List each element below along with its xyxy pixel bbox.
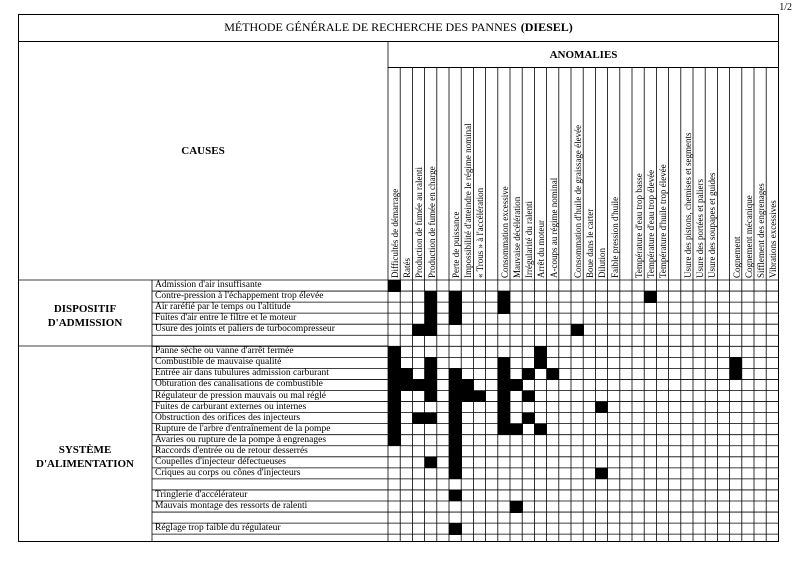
cell-mark xyxy=(425,357,438,369)
cell-mark xyxy=(449,391,462,403)
cause-label: Obstruction des orifices des injecteurs xyxy=(155,412,301,423)
cell-mark xyxy=(388,402,401,414)
cell-mark xyxy=(449,379,462,391)
cause-label: Tringlerie d'accélérateur xyxy=(155,489,248,500)
cell-mark xyxy=(522,391,535,403)
cell-mark xyxy=(730,368,743,380)
cell-mark xyxy=(388,391,401,403)
cell-mark xyxy=(388,424,401,436)
anomaly-label: Production de fumée au ralenti xyxy=(414,167,425,278)
cause-label: Réglage trop faible du régulateur xyxy=(155,523,281,534)
cause-label: Rupture de l'arbre d'entraînement de la pompe xyxy=(155,423,331,434)
anomaly-label: Impossibilité d'atteindre le régime nominal xyxy=(463,123,474,278)
cell-mark xyxy=(498,391,511,403)
anomaly-label: Production de fumée en charge xyxy=(426,166,437,278)
anomaly-label: Cognement mécanique xyxy=(743,195,754,278)
cause-label: Fuites de carburant externes ou internes xyxy=(155,401,307,412)
cell-mark xyxy=(534,346,547,358)
cell-mark xyxy=(498,424,511,436)
cause-label: Admission d'air insuffisante xyxy=(155,280,262,290)
cell-mark xyxy=(388,346,401,358)
cell-mark xyxy=(449,368,462,380)
anomaly-label: Cognement xyxy=(731,236,742,278)
cell-mark xyxy=(510,424,523,436)
cause-label: Raccords d'entrée ou de retour desserrés xyxy=(155,445,308,456)
cell-mark xyxy=(547,368,560,380)
cell-mark xyxy=(449,424,462,436)
anomaly-label: Température d'eau trop basse xyxy=(634,173,644,278)
section-admission-line2: D'ADMISSION xyxy=(47,317,123,329)
anomaly-label: Arrêt du moteur xyxy=(536,220,547,278)
cell-mark xyxy=(473,391,486,403)
cell-mark xyxy=(730,357,743,369)
anomalies-header: ANOMALIES xyxy=(388,42,779,68)
cell-mark xyxy=(388,280,401,292)
cell-mark xyxy=(449,413,462,425)
cell-mark xyxy=(449,468,462,480)
cell-mark xyxy=(388,413,401,425)
cell-mark xyxy=(400,368,413,380)
cell-mark xyxy=(425,324,438,336)
cell-mark xyxy=(449,457,462,469)
anomaly-label: Faible pression d'huile xyxy=(609,196,620,278)
cause-label: Contre-pression à l'échappement trop élevée xyxy=(155,291,324,302)
cell-mark xyxy=(425,413,438,425)
causes-header: CAUSES xyxy=(181,145,225,157)
anomaly-label: Dilution xyxy=(597,247,608,278)
cell-mark xyxy=(388,368,401,380)
cell-mark xyxy=(449,291,462,303)
cell-mark xyxy=(412,413,425,425)
title-tag: (DIESEL) xyxy=(520,20,573,34)
cell-mark xyxy=(461,391,474,403)
title-main: MÉTHODE GÉNÉRALE DE RECHERCHE DES PANNES xyxy=(224,20,517,34)
cell-mark xyxy=(412,324,425,336)
cell-mark xyxy=(449,313,462,325)
cell-mark xyxy=(498,368,511,380)
section-alimentation-line1: SYSTÈME xyxy=(58,444,112,456)
cell-mark xyxy=(522,413,535,425)
anomaly-label: Usure des soupapes et guides xyxy=(707,172,718,278)
cell-mark xyxy=(449,435,462,447)
cause-label: Mauvais montage des ressorts de ralenti xyxy=(155,501,308,511)
section-admission-line1: DISPOSITIF xyxy=(53,303,117,315)
cell-mark xyxy=(534,357,547,369)
anomaly-label: Irrégularité du ralenti xyxy=(524,201,535,278)
cause-label: Obturation des canalisations de combustible xyxy=(155,379,323,390)
cell-mark xyxy=(498,413,511,425)
cause-label: Coupelles d'injecteur défectueuses xyxy=(155,456,286,467)
cell-mark xyxy=(510,379,523,391)
section-alimentation-line2: D'ALIMENTATION xyxy=(36,458,134,470)
cause-label: Avaries ou rupture de la pompe à engrenages xyxy=(155,434,327,445)
anomaly-label: « Trous » à l'accélération xyxy=(475,187,486,278)
cell-mark xyxy=(425,291,438,303)
cell-mark xyxy=(534,424,547,436)
anomaly-label: Température d'huile trop élevée xyxy=(658,164,669,278)
anomaly-label: Usure des portées et paliers xyxy=(695,179,705,278)
cause-label: Panne sèche ou vanne d'arrêt fermée xyxy=(155,346,294,357)
cause-label: Usure des joints et paliers de turbocompresseur xyxy=(155,324,335,335)
anomaly-label: Boue dans le carter xyxy=(585,208,596,278)
cell-mark xyxy=(425,391,438,403)
cell-mark xyxy=(510,501,523,513)
anomaly-label: Ratés xyxy=(402,258,413,278)
anomaly-label: Mauvaise décélération xyxy=(512,196,522,278)
cell-mark xyxy=(644,291,657,303)
anomaly-label: A-coups au régime nominal xyxy=(548,177,559,278)
cause-label: Combustible de mauvaise qualité xyxy=(155,357,282,368)
cell-mark xyxy=(498,302,511,314)
cell-mark xyxy=(449,302,462,314)
cell-mark xyxy=(571,324,584,336)
cell-mark xyxy=(595,402,608,414)
cell-mark xyxy=(498,357,511,369)
cause-label: Air raréfié par le temps ou l'altitude xyxy=(155,302,291,313)
cell-mark xyxy=(498,291,511,303)
cell-mark xyxy=(425,368,438,380)
cell-mark xyxy=(449,523,462,535)
anomaly-label: Consommation d'huile de graissage élevée xyxy=(573,124,583,278)
page-number: 1/2 xyxy=(779,2,792,13)
cause-label: Criques au corps ou cônes d'injecteurs xyxy=(155,467,301,478)
cell-mark xyxy=(425,313,438,325)
anomaly-label: Perte de puissance xyxy=(451,211,461,278)
cell-mark xyxy=(388,379,401,391)
cell-mark xyxy=(425,457,438,469)
cell-mark xyxy=(498,402,511,414)
cause-label: Régulateur de pression mauvais ou mal réglé xyxy=(155,390,326,401)
cell-mark xyxy=(449,402,462,414)
anomaly-label: Usure des pistons, chemises et segments xyxy=(682,132,693,278)
cell-mark xyxy=(498,379,511,391)
cell-mark xyxy=(522,368,535,380)
anomaly-label: Température d'eau trop élevée xyxy=(646,169,657,278)
anomaly-label: Sifflement des engrenages xyxy=(756,183,766,278)
cell-mark xyxy=(388,435,401,447)
cell-mark xyxy=(388,357,401,369)
anomaly-label: Difficultés de démarrage xyxy=(390,188,400,278)
cell-mark xyxy=(400,379,413,391)
cell-mark xyxy=(449,490,462,502)
cause-label: Fuites d'air entre le filtre et le moteur xyxy=(155,313,297,324)
anomaly-label: Vibrations excessives xyxy=(768,200,779,278)
cell-mark xyxy=(461,379,474,391)
cell-mark xyxy=(425,302,438,314)
anomaly-label: Consommation excessive xyxy=(499,186,510,278)
cell-mark xyxy=(412,379,425,391)
cause-label: Entrée air dans tubulures admission carburant xyxy=(155,368,329,379)
cell-mark xyxy=(449,446,462,458)
cell-mark xyxy=(595,468,608,480)
cell-mark xyxy=(425,379,438,391)
